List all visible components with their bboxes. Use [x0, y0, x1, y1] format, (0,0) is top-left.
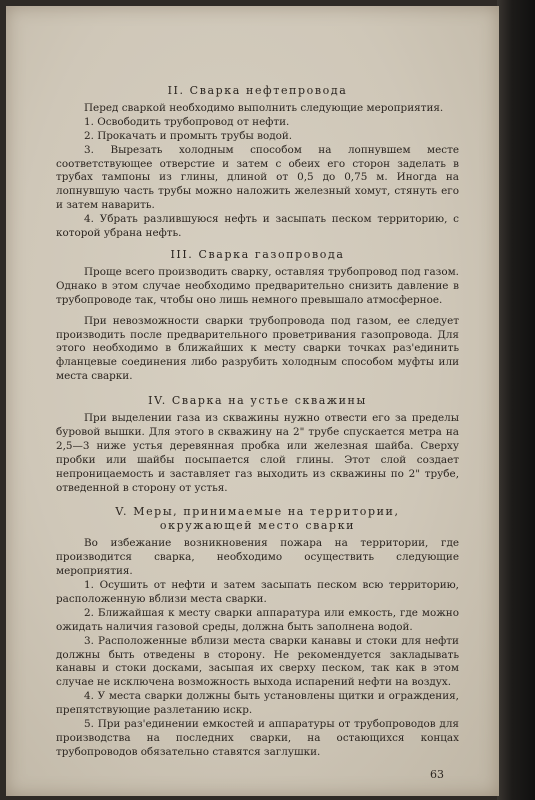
section-3-heading: III. Сварка газопровода — [170, 247, 345, 261]
section-5-item: 2. Ближайшая к месту сварки аппаратура или емкость, где можно ожидать наличия газовой среды, должна быть заполнена водой. — [56, 606, 459, 633]
section-2-intro: Перед сваркой необходимо выполнить следующие мероприятия. — [84, 101, 444, 114]
section-5-heading-line-2: окружающей место сварки — [159, 519, 356, 533]
section-5-item: 3. Расположенные вблизи места сварки канавы и стоки для нефти должны быть отведены в сторону. Не рекомендуется закладывать канавы и стоки досками, засыпая их сверху песком, так как в этом случае не исключена возможность выхода испарений нефти на воздух. — [56, 634, 459, 689]
section-2-item: 4. Убрать разлившуюся нефть и засыпать песком территорию, с которой убрана нефть. — [56, 213, 459, 240]
book-binding-edge — [497, 0, 535, 800]
section-3-paragraph: При невозможности сварки трубопровода под газом, ее следует производить после предварительного проветривания газопровода. Для этого необходимо в ближайших к месту сварки точках раз'единить фланцевые соединения либо разрубить холодным способом муфты или места сварки. — [56, 314, 459, 383]
page-number: 63 — [430, 768, 444, 781]
section-5-heading-line-1: V. Меры, принимаемые на территории, — [115, 505, 400, 519]
page-text-block — [56, 84, 459, 760]
section-5-item: 1. Осушить от нефти и затем засыпать песком всю территорию, расположенную вблизи места сварки. — [56, 579, 459, 605]
section-2-item: 1. Освободить трубопровод от нефти. — [84, 115, 290, 128]
section-4-heading: IV. Сварка на устье скважины — [148, 394, 367, 408]
section-5-item: 5. При раз'единении емкостей и аппаратуры от трубопроводов для производства на последних сварки, на остающихся концах трубопроводов обязательно ставятся заглушки. — [56, 718, 459, 758]
section-2-item: 3. Вырезать холодным способом на лопнувшем месте соответствующее отверстие и затем с обеих его сторон заделать в трубах тампоны из глины, длиной от 0,5 до 0,75 м. Иногда на лопнувшую часть трубы можно наложить железный хомут, стянуть его и затем наварить. — [56, 143, 459, 212]
section-2-heading: II. Сварка нефтепровода — [167, 84, 348, 97]
section-5-heading — [56, 505, 459, 533]
section-3-paragraph: Проще всего производить сварку, оставляя трубопровод под газом. Однако в этом случае необходимо предварительно снизить давление в трубопроводе так, чтобы оно лишь немного превышало атмосферное. — [56, 265, 459, 306]
section-4-paragraph: При выделении газа из скважины нужно отвести его за пределы буровой вышки. Для этого в скважину на 2" трубе спускается метра на 2,5—3 ниже устья деревянная пробка или железная шайба. Сверху пробки или шайбы посыпается слой глины. Этот слой создает непроницаемость и заставляет газ выходить из скважины по 2" трубе, отведенной в сторону от устья. — [56, 412, 459, 494]
page-sheet — [6, 6, 499, 796]
section-5-item: 4. У места сварки должны быть установлены щитки и ограждения, препятствующие разлетанию искр. — [56, 690, 459, 717]
section-5-intro: Во избежание возникновения пожара на территории, где производится сварка, необходимо осуществить следующие мероприятия. — [56, 537, 459, 578]
section-2-item: 2. Прокачать и промыть трубы водой. — [84, 129, 293, 142]
